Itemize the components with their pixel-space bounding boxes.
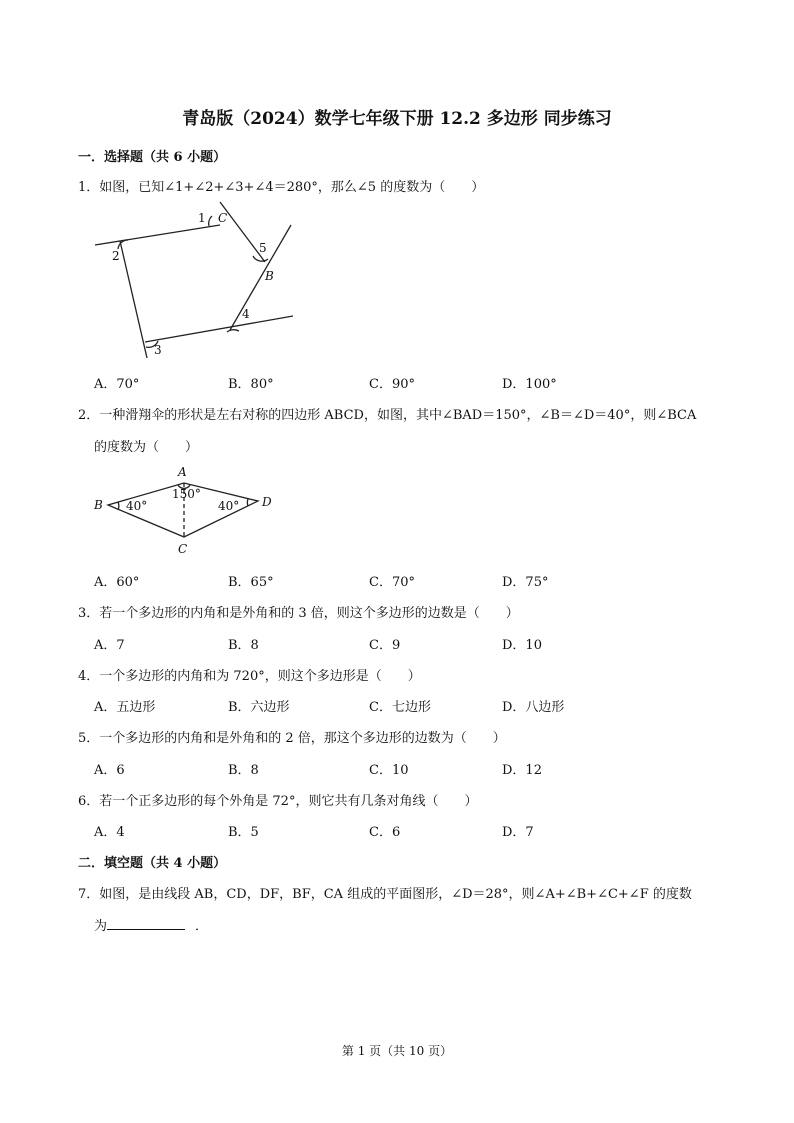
q3-option-b[interactable]: B．8 — [228, 638, 259, 653]
q1-label-c: C — [218, 211, 228, 225]
q1-angle-1-arc — [209, 216, 212, 226]
q2-angle-b-value: 40° — [126, 499, 148, 513]
q7-prefix: 为 — [94, 919, 108, 934]
q4-option-d[interactable]: D．八边形 — [502, 700, 565, 715]
q1-option-a[interactable]: A．70° — [94, 377, 140, 392]
q1-line-left — [120, 241, 147, 358]
q1-option-d[interactable]: D．100° — [502, 377, 557, 392]
question-2-figure — [90, 460, 280, 560]
q1-line-bottom — [145, 316, 293, 342]
question-1-figure — [90, 195, 305, 360]
question-4-stem: 4．一个多边形的内角和为 720°，则这个多边形是（ ） — [78, 669, 421, 684]
q2-label-b: B — [94, 498, 103, 512]
q1-line-top — [95, 225, 220, 245]
q6-option-c[interactable]: C．6 — [369, 825, 401, 840]
q2-angle-d-value: 40° — [218, 499, 240, 513]
q2-angle-d-arc — [247, 499, 248, 506]
q5-option-a[interactable]: A．6 — [94, 763, 125, 778]
q2-angle-a-value: 150° — [172, 487, 201, 501]
q1-label-b: B — [265, 269, 274, 283]
q1-option-c[interactable]: C．90° — [369, 377, 415, 392]
q3-option-a[interactable]: A．7 — [94, 638, 125, 653]
page-title: 青岛版（2024）数学七年级下册 12.2 多边形 同步练习 — [182, 109, 612, 129]
question-7-stem: 7．如图，是由线段 AB，CD，DF，BF，CA 组成的平面图形，∠D＝28°，则∠A+∠B+∠C+∠F 的度数 — [78, 887, 692, 902]
section-heading-choice: 一．选择题（共 6 小题） — [78, 150, 227, 165]
q7-suffix: ． — [195, 919, 209, 934]
q2-label-c: C — [178, 542, 188, 556]
page-footer: 第 1 页（共 10 页） — [341, 1044, 453, 1058]
q6-option-d[interactable]: D．7 — [502, 825, 534, 840]
q3-option-d[interactable]: D．10 — [502, 638, 542, 653]
question-2-stem: 2．一种滑翔伞的形状是左右对称的四边形 ABCD，如图，其中∠BAD＝150°，∠B＝∠D＝40°，则∠BCA — [78, 408, 697, 423]
q2-label-d: D — [262, 495, 272, 509]
q2-option-d[interactable]: D．75° — [502, 575, 549, 590]
q1-label-3: 3 — [154, 343, 162, 357]
question-6-stem: 6．若一个正多边形的每个外角是 72°，则它共有几条对角线（ ） — [78, 794, 478, 809]
q1-label-1: 1 — [198, 211, 206, 225]
q7-answer-blank[interactable] — [107, 917, 185, 930]
q2-option-c[interactable]: C．70° — [369, 575, 415, 590]
section-heading-fill-in: 二．填空题（共 4 小题） — [78, 856, 227, 871]
q4-option-b[interactable]: B．六边形 — [228, 700, 290, 715]
question-3-stem: 3．若一个多边形的内角和是外角和的 3 倍，则这个多边形的边数是（ ） — [78, 606, 519, 621]
q1-angle-4-arc — [227, 330, 239, 332]
question-1-stem: 1．如图，已知∠1+∠2+∠3+∠4＝280°，那么∠5 的度数为（ ） — [78, 180, 485, 195]
q4-option-c[interactable]: C．七边形 — [369, 700, 431, 715]
q3-option-c[interactable]: C．9 — [369, 638, 401, 653]
q5-option-b[interactable]: B．8 — [228, 763, 259, 778]
question-7-answer-line — [94, 915, 208, 934]
q6-option-b[interactable]: B．5 — [228, 825, 259, 840]
q1-label-5: 5 — [259, 241, 267, 255]
q2-angle-b-arc — [118, 502, 119, 510]
q4-option-a[interactable]: A．五边形 — [94, 700, 156, 715]
q1-option-b[interactable]: B．80° — [228, 377, 274, 392]
q2-option-b[interactable]: B．65° — [228, 575, 274, 590]
question-5-stem: 5．一个多边形的内角和是外角和的 2 倍，那这个多边形的边数为（ ） — [78, 731, 506, 746]
q5-option-d[interactable]: D．12 — [502, 763, 542, 778]
q6-option-a[interactable]: A．4 — [94, 825, 125, 840]
q1-label-4: 4 — [242, 307, 250, 321]
q2-label-a: A — [178, 465, 187, 479]
q2-option-a[interactable]: A．60° — [94, 575, 140, 590]
question-2-stem-continued: 的度数为（ ） — [94, 440, 199, 455]
q5-option-c[interactable]: C．10 — [369, 763, 409, 778]
q1-label-2: 2 — [112, 249, 120, 263]
